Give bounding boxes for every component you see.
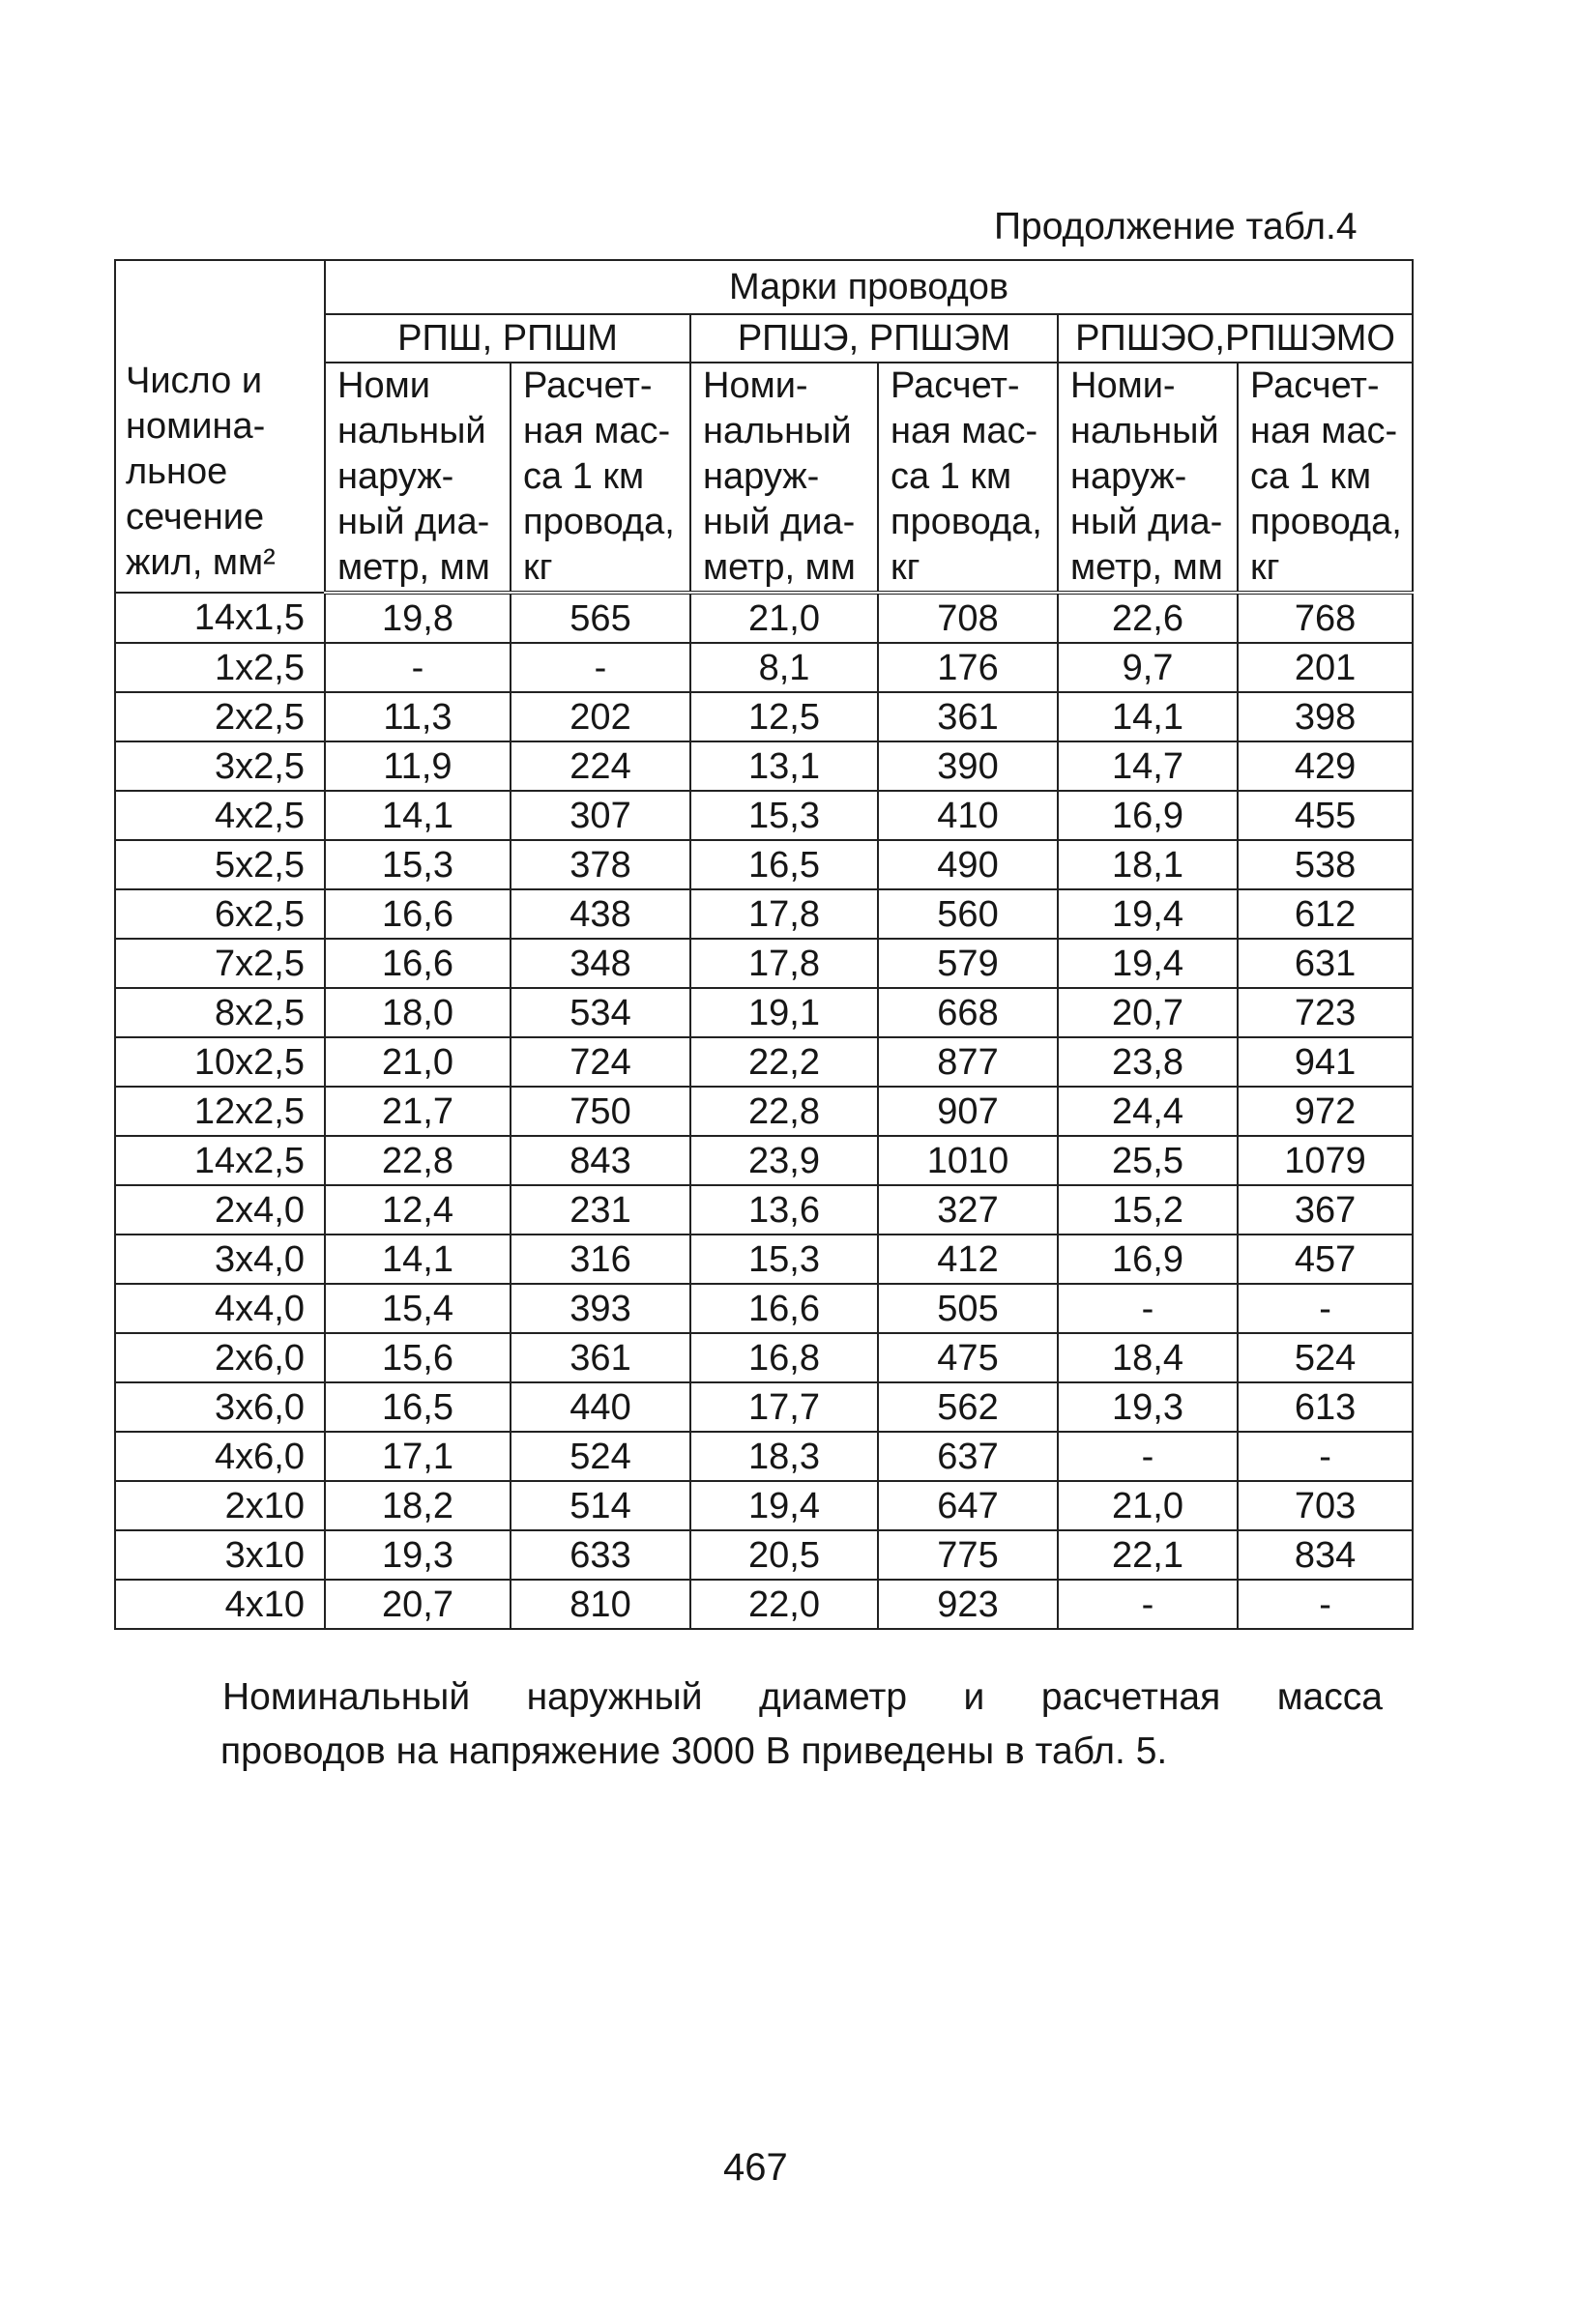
- rpsh-diameter-cell: 12,4: [325, 1185, 511, 1235]
- rpsheo-diameter-cell: 24,4: [1058, 1087, 1238, 1136]
- rpsh-diameter-cell: 15,3: [325, 840, 511, 889]
- rpshe-diameter-cell: 17,8: [690, 939, 878, 988]
- rpsh-mass-cell: 810: [511, 1580, 690, 1629]
- rpsheo-mass-cell: 941: [1238, 1037, 1413, 1087]
- rpshe-diameter-cell: 21,0: [690, 593, 878, 643]
- section-cell: 3x6,0: [115, 1382, 325, 1432]
- rpsh-diameter-cell: 20,7: [325, 1580, 511, 1629]
- rpshe-diameter-cell: 17,7: [690, 1382, 878, 1432]
- mass-header-cell: [878, 363, 1058, 593]
- table-row: [115, 1087, 1413, 1136]
- rpsh-mass-cell: 438: [511, 889, 690, 939]
- rpsheo-diameter-cell: 22,6: [1058, 593, 1238, 643]
- rpsheo-diameter-cell: 9,7: [1058, 643, 1238, 692]
- rpshe-diameter-cell: 19,1: [690, 988, 878, 1037]
- column-header-line: са 1 км: [891, 456, 1012, 497]
- body-paragraph-line-1: [222, 1670, 1383, 1725]
- body-word: наружный: [526, 1676, 703, 1718]
- body-paragraph: [222, 1670, 1383, 1779]
- column-header-line: нальный: [1070, 411, 1219, 451]
- column-header-line: провода,: [1250, 502, 1402, 542]
- section-cell: 4x2,5: [115, 791, 325, 840]
- rpsh-mass-cell: 633: [511, 1530, 690, 1580]
- table-row: [115, 889, 1413, 939]
- brands-header-cell: Марки проводов: [325, 260, 1413, 314]
- table-row: [115, 1284, 1413, 1333]
- rpshe-diameter-cell: 15,3: [690, 1235, 878, 1284]
- section-cell: 8x2,5: [115, 988, 325, 1037]
- rpshe-mass-cell: 176: [878, 643, 1058, 692]
- page-number: 467: [723, 2146, 788, 2189]
- table-row: [115, 988, 1413, 1037]
- rpsheo-mass-cell: 429: [1238, 741, 1413, 791]
- table-row: [115, 1481, 1413, 1530]
- rpsh-diameter-cell: 15,4: [325, 1284, 511, 1333]
- table-row: [115, 1580, 1413, 1629]
- wire-specs-table: [114, 259, 1414, 1630]
- diameter-header-cell: [325, 363, 511, 593]
- rpsh-diameter-cell: 18,0: [325, 988, 511, 1037]
- rpshe-mass-cell: 647: [878, 1481, 1058, 1530]
- table-row: [115, 1432, 1413, 1481]
- rpsh-mass-cell: 224: [511, 741, 690, 791]
- table-row: [115, 1037, 1413, 1087]
- rpshe-diameter-cell: 18,3: [690, 1432, 878, 1481]
- rpshe-mass-cell: 505: [878, 1284, 1058, 1333]
- group-header-cell: РПШЭ, РПШЭМ: [690, 314, 1058, 363]
- column-header-line: Расчет-: [523, 365, 653, 406]
- rpshe-mass-cell: 907: [878, 1087, 1058, 1136]
- column-header-line: ная мас-: [523, 411, 671, 451]
- rpsh-mass-cell: 316: [511, 1235, 690, 1284]
- column-header-line: метр, мм: [1070, 547, 1223, 588]
- table-row: [115, 1530, 1413, 1580]
- table-row: [115, 939, 1413, 988]
- group-header-cell: РПШЭО,РПШЭМО: [1058, 314, 1413, 363]
- rpshe-diameter-cell: 20,5: [690, 1530, 878, 1580]
- section-cell: 2x2,5: [115, 692, 325, 741]
- rpsh-mass-cell: 750: [511, 1087, 690, 1136]
- column-header-line: ный диа-: [337, 502, 490, 542]
- rpshe-mass-cell: 637: [878, 1432, 1058, 1481]
- rpshe-diameter-cell: 8,1: [690, 643, 878, 692]
- rpsheo-diameter-cell: 14,7: [1058, 741, 1238, 791]
- section-header-line: номина-: [126, 406, 266, 447]
- mass-header-cell: [511, 363, 690, 593]
- column-header-line: Номи-: [1070, 365, 1176, 406]
- rpshe-diameter-cell: 15,3: [690, 791, 878, 840]
- rpsh-diameter-cell: 16,6: [325, 889, 511, 939]
- rpsheo-mass-cell: -: [1238, 1580, 1413, 1629]
- rpshe-diameter-cell: 19,4: [690, 1481, 878, 1530]
- rpsheo-mass-cell: 703: [1238, 1481, 1413, 1530]
- rpsh-diameter-cell: 19,3: [325, 1530, 511, 1580]
- section-cell: 2x6,0: [115, 1333, 325, 1382]
- section-cell: 7x2,5: [115, 939, 325, 988]
- rpsheo-mass-cell: 723: [1238, 988, 1413, 1037]
- section-cell: 4x10: [115, 1580, 325, 1629]
- rpsh-diameter-cell: 22,8: [325, 1136, 511, 1185]
- rpsh-mass-cell: 393: [511, 1284, 690, 1333]
- column-header-line: са 1 км: [523, 456, 645, 497]
- table-row: [115, 1185, 1413, 1235]
- rpsh-mass-cell: 378: [511, 840, 690, 889]
- section-cell: 2x10: [115, 1481, 325, 1530]
- section-cell: 4x4,0: [115, 1284, 325, 1333]
- rpsheo-mass-cell: 613: [1238, 1382, 1413, 1432]
- rpsh-mass-cell: 724: [511, 1037, 690, 1087]
- column-header-line: Расчет-: [1250, 365, 1380, 406]
- rpshe-mass-cell: 410: [878, 791, 1058, 840]
- rpshe-mass-cell: 490: [878, 840, 1058, 889]
- header-row-brands: [115, 260, 1413, 314]
- rpshe-mass-cell: 923: [878, 1580, 1058, 1629]
- rpsh-diameter-cell: 11,9: [325, 741, 511, 791]
- table-row: [115, 840, 1413, 889]
- rpsh-mass-cell: 440: [511, 1382, 690, 1432]
- rpshe-diameter-cell: 23,9: [690, 1136, 878, 1185]
- rpsh-diameter-cell: 18,2: [325, 1481, 511, 1530]
- rpsheo-diameter-cell: 19,3: [1058, 1382, 1238, 1432]
- rpsh-diameter-cell: -: [325, 643, 511, 692]
- rpsheo-mass-cell: 631: [1238, 939, 1413, 988]
- section-cell: 6x2,5: [115, 889, 325, 939]
- rpsheo-diameter-cell: -: [1058, 1580, 1238, 1629]
- rpsheo-diameter-cell: 25,5: [1058, 1136, 1238, 1185]
- column-header-line: Расчет-: [891, 365, 1020, 406]
- table-continuation-caption: Продолжение табл.4: [994, 206, 1358, 247]
- rpshe-diameter-cell: 12,5: [690, 692, 878, 741]
- section-cell: 12x2,5: [115, 1087, 325, 1136]
- rpsheo-diameter-cell: 15,2: [1058, 1185, 1238, 1235]
- rpsheo-diameter-cell: 23,8: [1058, 1037, 1238, 1087]
- rpshe-mass-cell: 412: [878, 1235, 1058, 1284]
- rpsh-mass-cell: 524: [511, 1432, 690, 1481]
- rpsh-diameter-cell: 21,7: [325, 1087, 511, 1136]
- section-header-line: льное: [126, 451, 228, 492]
- rpsheo-diameter-cell: 16,9: [1058, 791, 1238, 840]
- rpshe-mass-cell: 475: [878, 1333, 1058, 1382]
- rpshe-diameter-cell: 22,0: [690, 1580, 878, 1629]
- column-header-line: Номи: [337, 365, 430, 406]
- section-cell: 14x1,5: [115, 593, 325, 643]
- rpsheo-mass-cell: 612: [1238, 889, 1413, 939]
- section-cell: 3x4,0: [115, 1235, 325, 1284]
- rpsh-diameter-cell: 14,1: [325, 1235, 511, 1284]
- table-row: [115, 643, 1413, 692]
- column-header-line: метр, мм: [337, 547, 490, 588]
- rpsh-diameter-cell: 16,6: [325, 939, 511, 988]
- mass-header-cell: [1238, 363, 1413, 593]
- rpshe-diameter-cell: 16,8: [690, 1333, 878, 1382]
- body-word: масса: [1276, 1676, 1383, 1718]
- rpsheo-diameter-cell: 19,4: [1058, 939, 1238, 988]
- rpsheo-mass-cell: 768: [1238, 593, 1413, 643]
- table-row: [115, 1333, 1413, 1382]
- body-word: расчетная: [1040, 1676, 1221, 1718]
- rpsheo-mass-cell: 457: [1238, 1235, 1413, 1284]
- rpsh-mass-cell: 514: [511, 1481, 690, 1530]
- column-header-line: нальный: [703, 411, 852, 451]
- rpsheo-mass-cell: -: [1238, 1432, 1413, 1481]
- rpsh-diameter-cell: 16,5: [325, 1382, 511, 1432]
- column-header-line: наруж-: [1070, 456, 1187, 497]
- rpshe-mass-cell: 327: [878, 1185, 1058, 1235]
- table-row: [115, 741, 1413, 791]
- column-header-line: ная мас-: [891, 411, 1038, 451]
- table-row: [115, 593, 1413, 643]
- rpsheo-mass-cell: 538: [1238, 840, 1413, 889]
- section-cell: 2x4,0: [115, 1185, 325, 1235]
- rpsheo-mass-cell: 834: [1238, 1530, 1413, 1580]
- rpshe-mass-cell: 877: [878, 1037, 1058, 1087]
- rpsh-mass-cell: 348: [511, 939, 690, 988]
- column-header-line: Номи-: [703, 365, 808, 406]
- rpsheo-diameter-cell: 22,1: [1058, 1530, 1238, 1580]
- rpsh-diameter-cell: 19,8: [325, 593, 511, 643]
- rpshe-diameter-cell: 22,8: [690, 1087, 878, 1136]
- rpsheo-diameter-cell: 16,9: [1058, 1235, 1238, 1284]
- column-header-line: ная мас-: [1250, 411, 1398, 451]
- rpsheo-diameter-cell: -: [1058, 1284, 1238, 1333]
- rpsh-diameter-cell: 11,3: [325, 692, 511, 741]
- column-header-line: провода,: [523, 502, 675, 542]
- rpsheo-diameter-cell: 18,4: [1058, 1333, 1238, 1382]
- rpsheo-mass-cell: -: [1238, 1284, 1413, 1333]
- table-row: [115, 791, 1413, 840]
- rpsh-mass-cell: 202: [511, 692, 690, 741]
- rpshe-mass-cell: 390: [878, 741, 1058, 791]
- column-header-line: наруж-: [703, 456, 820, 497]
- column-header-line: наруж-: [337, 456, 454, 497]
- rpshe-mass-cell: 560: [878, 889, 1058, 939]
- rpsheo-mass-cell: 455: [1238, 791, 1413, 840]
- diameter-header-cell: [1058, 363, 1238, 593]
- section-header-cell: [115, 260, 325, 593]
- column-header-line: кг: [891, 547, 920, 588]
- rpshe-mass-cell: 668: [878, 988, 1058, 1037]
- rpshe-mass-cell: 579: [878, 939, 1058, 988]
- rpsheo-diameter-cell: 20,7: [1058, 988, 1238, 1037]
- table-row: [115, 1235, 1413, 1284]
- body-word: Номинальный: [222, 1676, 471, 1718]
- body-paragraph-line-2: проводов на напряжение 3000 В приведены в табл. 5.: [220, 1730, 1168, 1772]
- rpsheo-diameter-cell: 14,1: [1058, 692, 1238, 741]
- rpshe-diameter-cell: 16,6: [690, 1284, 878, 1333]
- rpsheo-mass-cell: 398: [1238, 692, 1413, 741]
- section-cell: 14x2,5: [115, 1136, 325, 1185]
- rpsheo-mass-cell: 972: [1238, 1087, 1413, 1136]
- rpsheo-mass-cell: 524: [1238, 1333, 1413, 1382]
- section-header-line: сечение: [126, 497, 265, 537]
- rpsh-diameter-cell: 15,6: [325, 1333, 511, 1382]
- rpsheo-diameter-cell: 18,1: [1058, 840, 1238, 889]
- section-header-line: Число и: [126, 361, 263, 401]
- rpshe-mass-cell: 1010: [878, 1136, 1058, 1185]
- rpsheo-diameter-cell: -: [1058, 1432, 1238, 1481]
- section-cell: 3x10: [115, 1530, 325, 1580]
- rpsh-mass-cell: 307: [511, 791, 690, 840]
- body-word: диаметр: [759, 1676, 908, 1718]
- rpsh-diameter-cell: 14,1: [325, 791, 511, 840]
- rpsh-diameter-cell: 21,0: [325, 1037, 511, 1087]
- rpsheo-mass-cell: 201: [1238, 643, 1413, 692]
- table-row: [115, 1382, 1413, 1432]
- rpsh-diameter-cell: 17,1: [325, 1432, 511, 1481]
- column-header-line: метр, мм: [703, 547, 856, 588]
- column-header-line: са 1 км: [1250, 456, 1372, 497]
- rpshe-diameter-cell: 16,5: [690, 840, 878, 889]
- rpshe-diameter-cell: 17,8: [690, 889, 878, 939]
- rpshe-mass-cell: 708: [878, 593, 1058, 643]
- rpsh-mass-cell: 231: [511, 1185, 690, 1235]
- section-cell: 3x2,5: [115, 741, 325, 791]
- rpsh-mass-cell: 843: [511, 1136, 690, 1185]
- rpsh-mass-cell: 361: [511, 1333, 690, 1382]
- section-cell: 4x6,0: [115, 1432, 325, 1481]
- column-header-line: провода,: [891, 502, 1042, 542]
- column-header-line: ный диа-: [1070, 502, 1223, 542]
- column-header-line: кг: [523, 547, 553, 588]
- rpshe-diameter-cell: 22,2: [690, 1037, 878, 1087]
- rpshe-mass-cell: 562: [878, 1382, 1058, 1432]
- table-row: [115, 1136, 1413, 1185]
- rpsheo-mass-cell: 367: [1238, 1185, 1413, 1235]
- section-cell: 10x2,5: [115, 1037, 325, 1087]
- rpshe-mass-cell: 775: [878, 1530, 1058, 1580]
- section-cell: 5x2,5: [115, 840, 325, 889]
- diameter-header-cell: [690, 363, 878, 593]
- column-header-line: кг: [1250, 547, 1280, 588]
- group-header-cell: РПШ, РПШМ: [325, 314, 690, 363]
- rpsheo-mass-cell: 1079: [1238, 1136, 1413, 1185]
- column-header-line: нальный: [337, 411, 486, 451]
- table-row: [115, 692, 1413, 741]
- column-header-line: ный диа-: [703, 502, 856, 542]
- rpshe-diameter-cell: 13,1: [690, 741, 878, 791]
- rpsh-mass-cell: -: [511, 643, 690, 692]
- rpsheo-diameter-cell: 19,4: [1058, 889, 1238, 939]
- rpsh-mass-cell: 565: [511, 593, 690, 643]
- section-header-line: жил, мм²: [126, 542, 276, 583]
- section-header-text: [126, 359, 324, 586]
- rpshe-diameter-cell: 13,6: [690, 1185, 878, 1235]
- rpsheo-diameter-cell: 21,0: [1058, 1481, 1238, 1530]
- body-word: и: [963, 1676, 985, 1718]
- rpshe-mass-cell: 361: [878, 692, 1058, 741]
- section-cell: 1x2,5: [115, 643, 325, 692]
- rpsh-mass-cell: 534: [511, 988, 690, 1037]
